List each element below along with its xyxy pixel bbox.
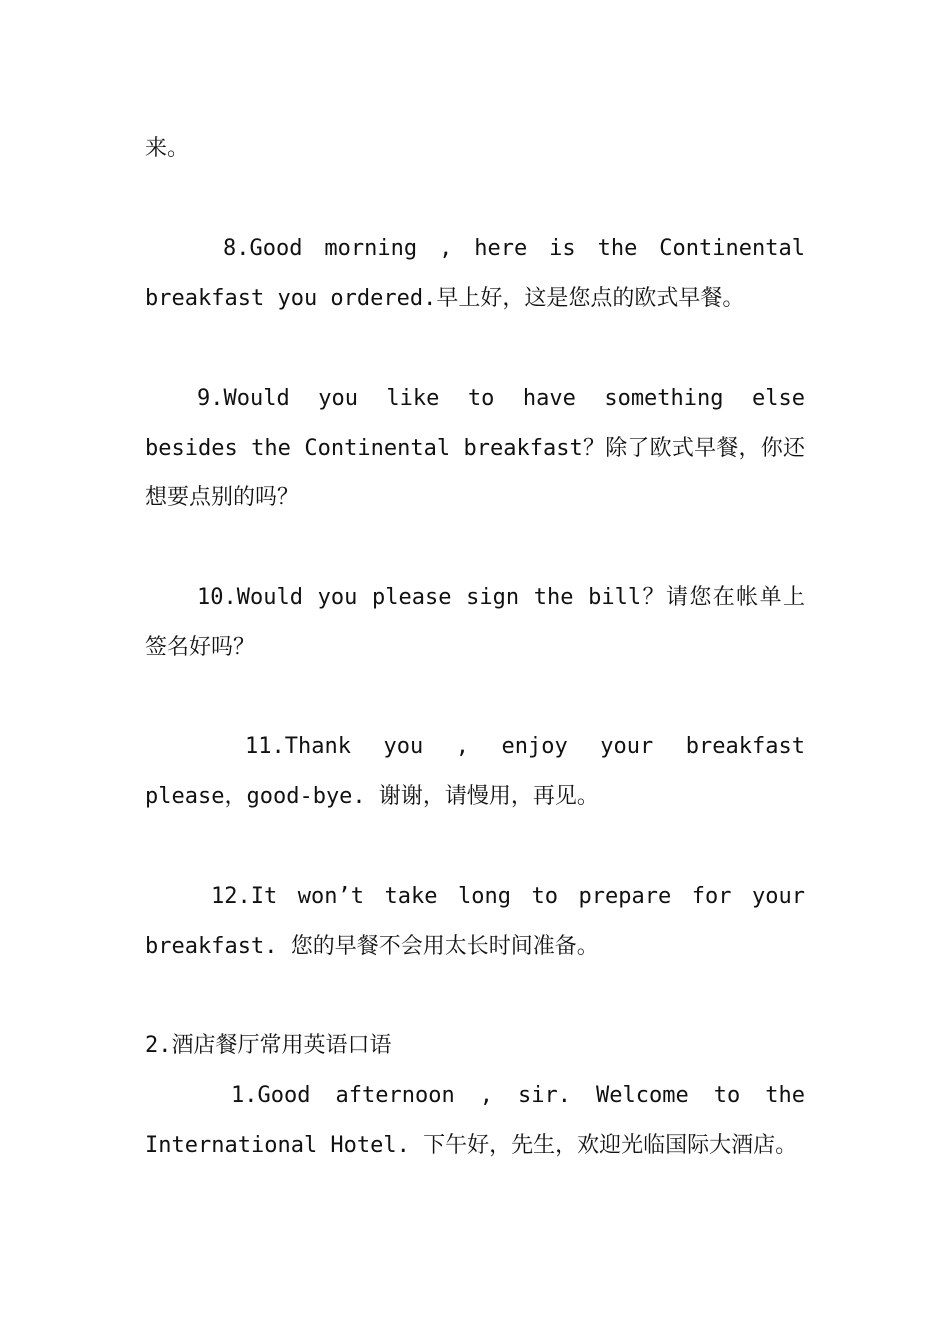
phrase-item-11: 11.Thank you , enjoy your breakfast please，good-bye. 谢谢，请慢用，再见。 xyxy=(145,734,805,809)
continuation-text: 来。 xyxy=(145,136,190,161)
phrase-item-10: 10.Would you please sign the bill？请您在帐单上签名好吗？ xyxy=(145,585,805,660)
phrase-item-12: 12.It won’t take long to prepare for your breakfast. 您的早餐不会用太长时间准备。 xyxy=(145,884,805,959)
section-phrase-item-1: 1.Good afternoon , sir. Welcome to the International Hotel. 下午好，先生，欢迎光临国际大酒店。 xyxy=(145,1083,805,1158)
phrase-item-8: 8.Good morning , here is the Continental breakfast you ordered.早上好，这是您点的欧式早餐。 xyxy=(145,236,805,311)
section-heading: 2.酒店餐厅常用英语口语 xyxy=(145,1033,392,1058)
phrase-item-9: 9.Would you like to have something else besides the Continental breakfast？除了欧式早餐，你还想要点别的吗？ xyxy=(145,386,805,510)
